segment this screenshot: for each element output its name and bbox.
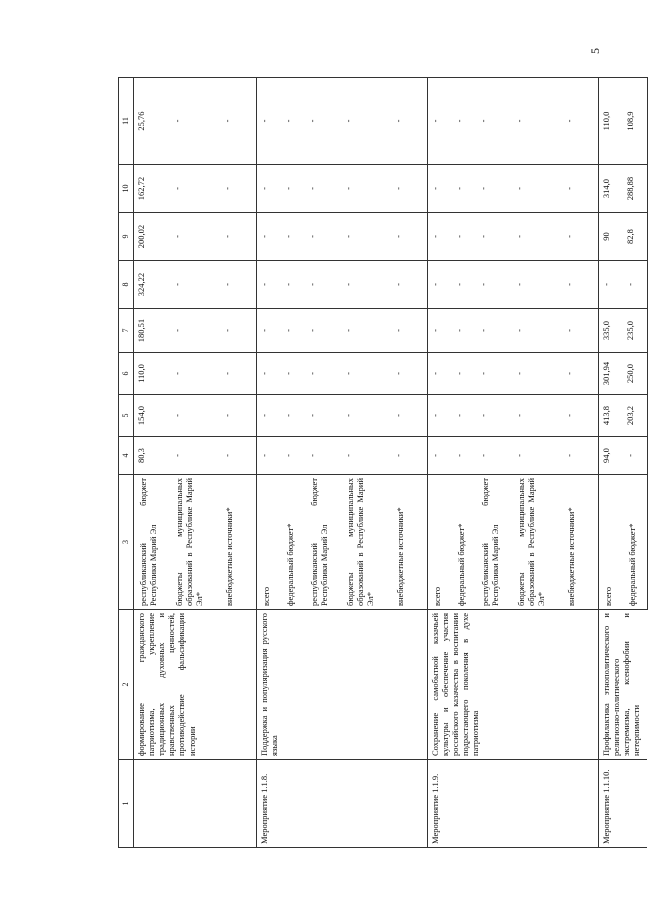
- amount-cell: 25,76: [133, 78, 170, 165]
- amount-cell: -: [341, 353, 391, 395]
- page-number: 5: [588, 48, 602, 54]
- amount-cell: -: [305, 437, 341, 475]
- amount-cell: -: [427, 353, 452, 395]
- funding-source: внебюджетные источники*: [391, 475, 428, 610]
- measure-number: Мероприятие 1.1.8.: [256, 760, 427, 848]
- column-header: 10: [119, 165, 134, 213]
- amount-cell: -: [341, 78, 391, 165]
- amount-cell: -: [220, 309, 257, 353]
- amount-cell: -: [256, 78, 281, 165]
- amount-cell: -: [305, 213, 341, 261]
- amount-cell: 314,0: [598, 165, 623, 213]
- amount-cell: -: [391, 261, 428, 309]
- amount-cell: -: [220, 395, 257, 437]
- measure-number: [133, 760, 256, 848]
- amount-cell: -: [281, 395, 305, 437]
- funding-source: бюджеты муниципальных образований в Республике Марий Эл*: [512, 475, 562, 610]
- amount-cell: -: [305, 261, 341, 309]
- amount-cell: -: [452, 353, 476, 395]
- amount-cell: -: [391, 309, 428, 353]
- amount-cell: -: [281, 353, 305, 395]
- amount-cell: -: [341, 213, 391, 261]
- column-header: 7: [119, 309, 134, 353]
- column-header: 9: [119, 213, 134, 261]
- amount-cell: -: [476, 309, 512, 353]
- amount-cell: -: [341, 309, 391, 353]
- amount-cell: -: [281, 261, 305, 309]
- amount-cell: -: [562, 78, 599, 165]
- amount-cell: -: [427, 309, 452, 353]
- amount-cell: -: [256, 309, 281, 353]
- measure-description: Поддержка и популяризация русского языка: [256, 610, 427, 760]
- amount-cell: -: [562, 395, 599, 437]
- amount-cell: -: [391, 437, 428, 475]
- table-row: [427, 78, 452, 848]
- amount-cell: -: [452, 213, 476, 261]
- amount-cell: -: [452, 78, 476, 165]
- amount-cell: -: [305, 309, 341, 353]
- amount-cell: -: [512, 353, 562, 395]
- amount-cell: 180,51: [133, 309, 170, 353]
- amount-cell: -: [170, 437, 220, 475]
- funding-source: федеральный бюджет*: [281, 475, 305, 610]
- column-header: 4: [119, 437, 134, 475]
- funding-source: всего: [427, 475, 452, 610]
- amount-cell: -: [391, 213, 428, 261]
- funding-source: республиканский бюджет Республики Марий Эл: [476, 475, 512, 610]
- amount-cell: -: [598, 261, 623, 309]
- amount-cell: 324,22: [133, 261, 170, 309]
- amount-cell: -: [476, 261, 512, 309]
- amount-cell: -: [476, 437, 512, 475]
- amount-cell: -: [452, 309, 476, 353]
- amount-cell: -: [220, 78, 257, 165]
- amount-cell: -: [562, 165, 599, 213]
- amount-cell: -: [512, 437, 562, 475]
- amount-cell: -: [476, 353, 512, 395]
- amount-cell: 154,0: [133, 395, 170, 437]
- rotated-table-container: [118, 78, 642, 848]
- budget-table: [118, 77, 648, 848]
- amount-cell: -: [341, 395, 391, 437]
- amount-cell: -: [170, 165, 220, 213]
- amount-cell: -: [305, 165, 341, 213]
- amount-cell: 288,88: [623, 165, 648, 213]
- amount-cell: 94,0: [598, 437, 623, 475]
- amount-cell: -: [256, 353, 281, 395]
- amount-cell: -: [391, 78, 428, 165]
- amount-cell: 82,8: [623, 213, 648, 261]
- amount-cell: -: [341, 261, 391, 309]
- amount-cell: -: [427, 213, 452, 261]
- amount-cell: -: [341, 165, 391, 213]
- amount-cell: -: [305, 395, 341, 437]
- amount-cell: -: [281, 309, 305, 353]
- amount-cell: -: [623, 437, 648, 475]
- amount-cell: 90: [598, 213, 623, 261]
- column-header: 2: [119, 610, 134, 760]
- amount-cell: -: [476, 213, 512, 261]
- measure-description: формирование гражданского патриотизма, укрепление традиционных духовных и нравственных ценностей, противодействие фальсификации истории: [133, 610, 256, 760]
- column-header: 11: [119, 78, 134, 165]
- amount-cell: -: [305, 353, 341, 395]
- amount-cell: -: [281, 165, 305, 213]
- funding-source: федеральный бюджет*: [623, 475, 648, 610]
- amount-cell: 108,9: [623, 78, 648, 165]
- amount-cell: -: [512, 213, 562, 261]
- amount-cell: 301,94: [598, 353, 623, 395]
- amount-cell: -: [256, 395, 281, 437]
- amount-cell: -: [305, 78, 341, 165]
- amount-cell: -: [220, 437, 257, 475]
- amount-cell: -: [562, 353, 599, 395]
- measure-description: Сохранение самобытной казачьей культуры и обеспечение участия российского казачества в воспитании подрастающего поколения в духе патриотизма: [427, 610, 598, 760]
- amount-cell: 413,8: [598, 395, 623, 437]
- amount-cell: 110,0: [133, 353, 170, 395]
- amount-cell: -: [170, 261, 220, 309]
- amount-cell: -: [256, 261, 281, 309]
- amount-cell: 235,0: [623, 309, 648, 353]
- amount-cell: 200,02: [133, 213, 170, 261]
- column-header: 5: [119, 395, 134, 437]
- table-row: [256, 78, 281, 848]
- amount-cell: 203,2: [623, 395, 648, 437]
- amount-cell: -: [562, 213, 599, 261]
- amount-cell: -: [220, 165, 257, 213]
- funding-source: всего: [598, 475, 623, 610]
- measure-description: Профилактика этнополитического и религиозно-политического экстремизма, ксенофобии и нетерпимости: [598, 610, 647, 760]
- funding-source: всего: [256, 475, 281, 610]
- funding-source: республиканский бюджет Республики Марий Эл: [305, 475, 341, 610]
- funding-source: внебюджетные источники*: [562, 475, 599, 610]
- amount-cell: -: [281, 213, 305, 261]
- amount-cell: -: [476, 395, 512, 437]
- amount-cell: -: [170, 395, 220, 437]
- amount-cell: -: [562, 261, 599, 309]
- amount-cell: -: [256, 213, 281, 261]
- amount-cell: -: [452, 261, 476, 309]
- amount-cell: 335,0: [598, 309, 623, 353]
- amount-cell: -: [562, 309, 599, 353]
- column-header: 6: [119, 353, 134, 395]
- header-row: [119, 78, 134, 848]
- table-body: [133, 78, 647, 848]
- amount-cell: -: [476, 165, 512, 213]
- funding-source: федеральный бюджет*: [452, 475, 476, 610]
- amount-cell: -: [562, 437, 599, 475]
- amount-cell: -: [512, 395, 562, 437]
- funding-source: бюджеты муниципальных образований в Республике Марий Эл*: [170, 475, 220, 610]
- amount-cell: -: [391, 165, 428, 213]
- amount-cell: -: [476, 78, 512, 165]
- table-row: [133, 78, 170, 848]
- amount-cell: -: [452, 395, 476, 437]
- amount-cell: -: [427, 165, 452, 213]
- amount-cell: 162,72: [133, 165, 170, 213]
- funding-source: внебюджетные источники*: [220, 475, 257, 610]
- amount-cell: -: [427, 78, 452, 165]
- amount-cell: 110,0: [598, 78, 623, 165]
- funding-source: бюджеты муниципальных образований в Республике Марий Эл*: [341, 475, 391, 610]
- measure-number: Мероприятие 1.1.10.: [598, 760, 647, 848]
- amount-cell: -: [220, 213, 257, 261]
- amount-cell: -: [512, 261, 562, 309]
- table-row: [598, 78, 623, 848]
- amount-cell: -: [512, 309, 562, 353]
- column-header: 8: [119, 261, 134, 309]
- amount-cell: -: [512, 78, 562, 165]
- amount-cell: -: [427, 261, 452, 309]
- amount-cell: -: [170, 309, 220, 353]
- amount-cell: 250,0: [623, 353, 648, 395]
- amount-cell: -: [427, 395, 452, 437]
- amount-cell: -: [512, 165, 562, 213]
- amount-cell: -: [427, 437, 452, 475]
- funding-source: республиканский бюджет Республики Марий Эл: [133, 475, 170, 610]
- amount-cell: -: [170, 78, 220, 165]
- column-header: 3: [119, 475, 134, 610]
- amount-cell: -: [281, 78, 305, 165]
- amount-cell: -: [391, 395, 428, 437]
- amount-cell: -: [220, 261, 257, 309]
- amount-cell: -: [220, 353, 257, 395]
- amount-cell: -: [281, 437, 305, 475]
- amount-cell: -: [452, 437, 476, 475]
- amount-cell: -: [452, 165, 476, 213]
- amount-cell: -: [170, 213, 220, 261]
- amount-cell: -: [170, 353, 220, 395]
- amount-cell: -: [623, 261, 648, 309]
- amount-cell: -: [341, 437, 391, 475]
- amount-cell: 80,3: [133, 437, 170, 475]
- amount-cell: -: [256, 437, 281, 475]
- amount-cell: -: [256, 165, 281, 213]
- column-header: 1: [119, 760, 134, 848]
- measure-number: Мероприятие 1.1.9.: [427, 760, 598, 848]
- amount-cell: -: [391, 353, 428, 395]
